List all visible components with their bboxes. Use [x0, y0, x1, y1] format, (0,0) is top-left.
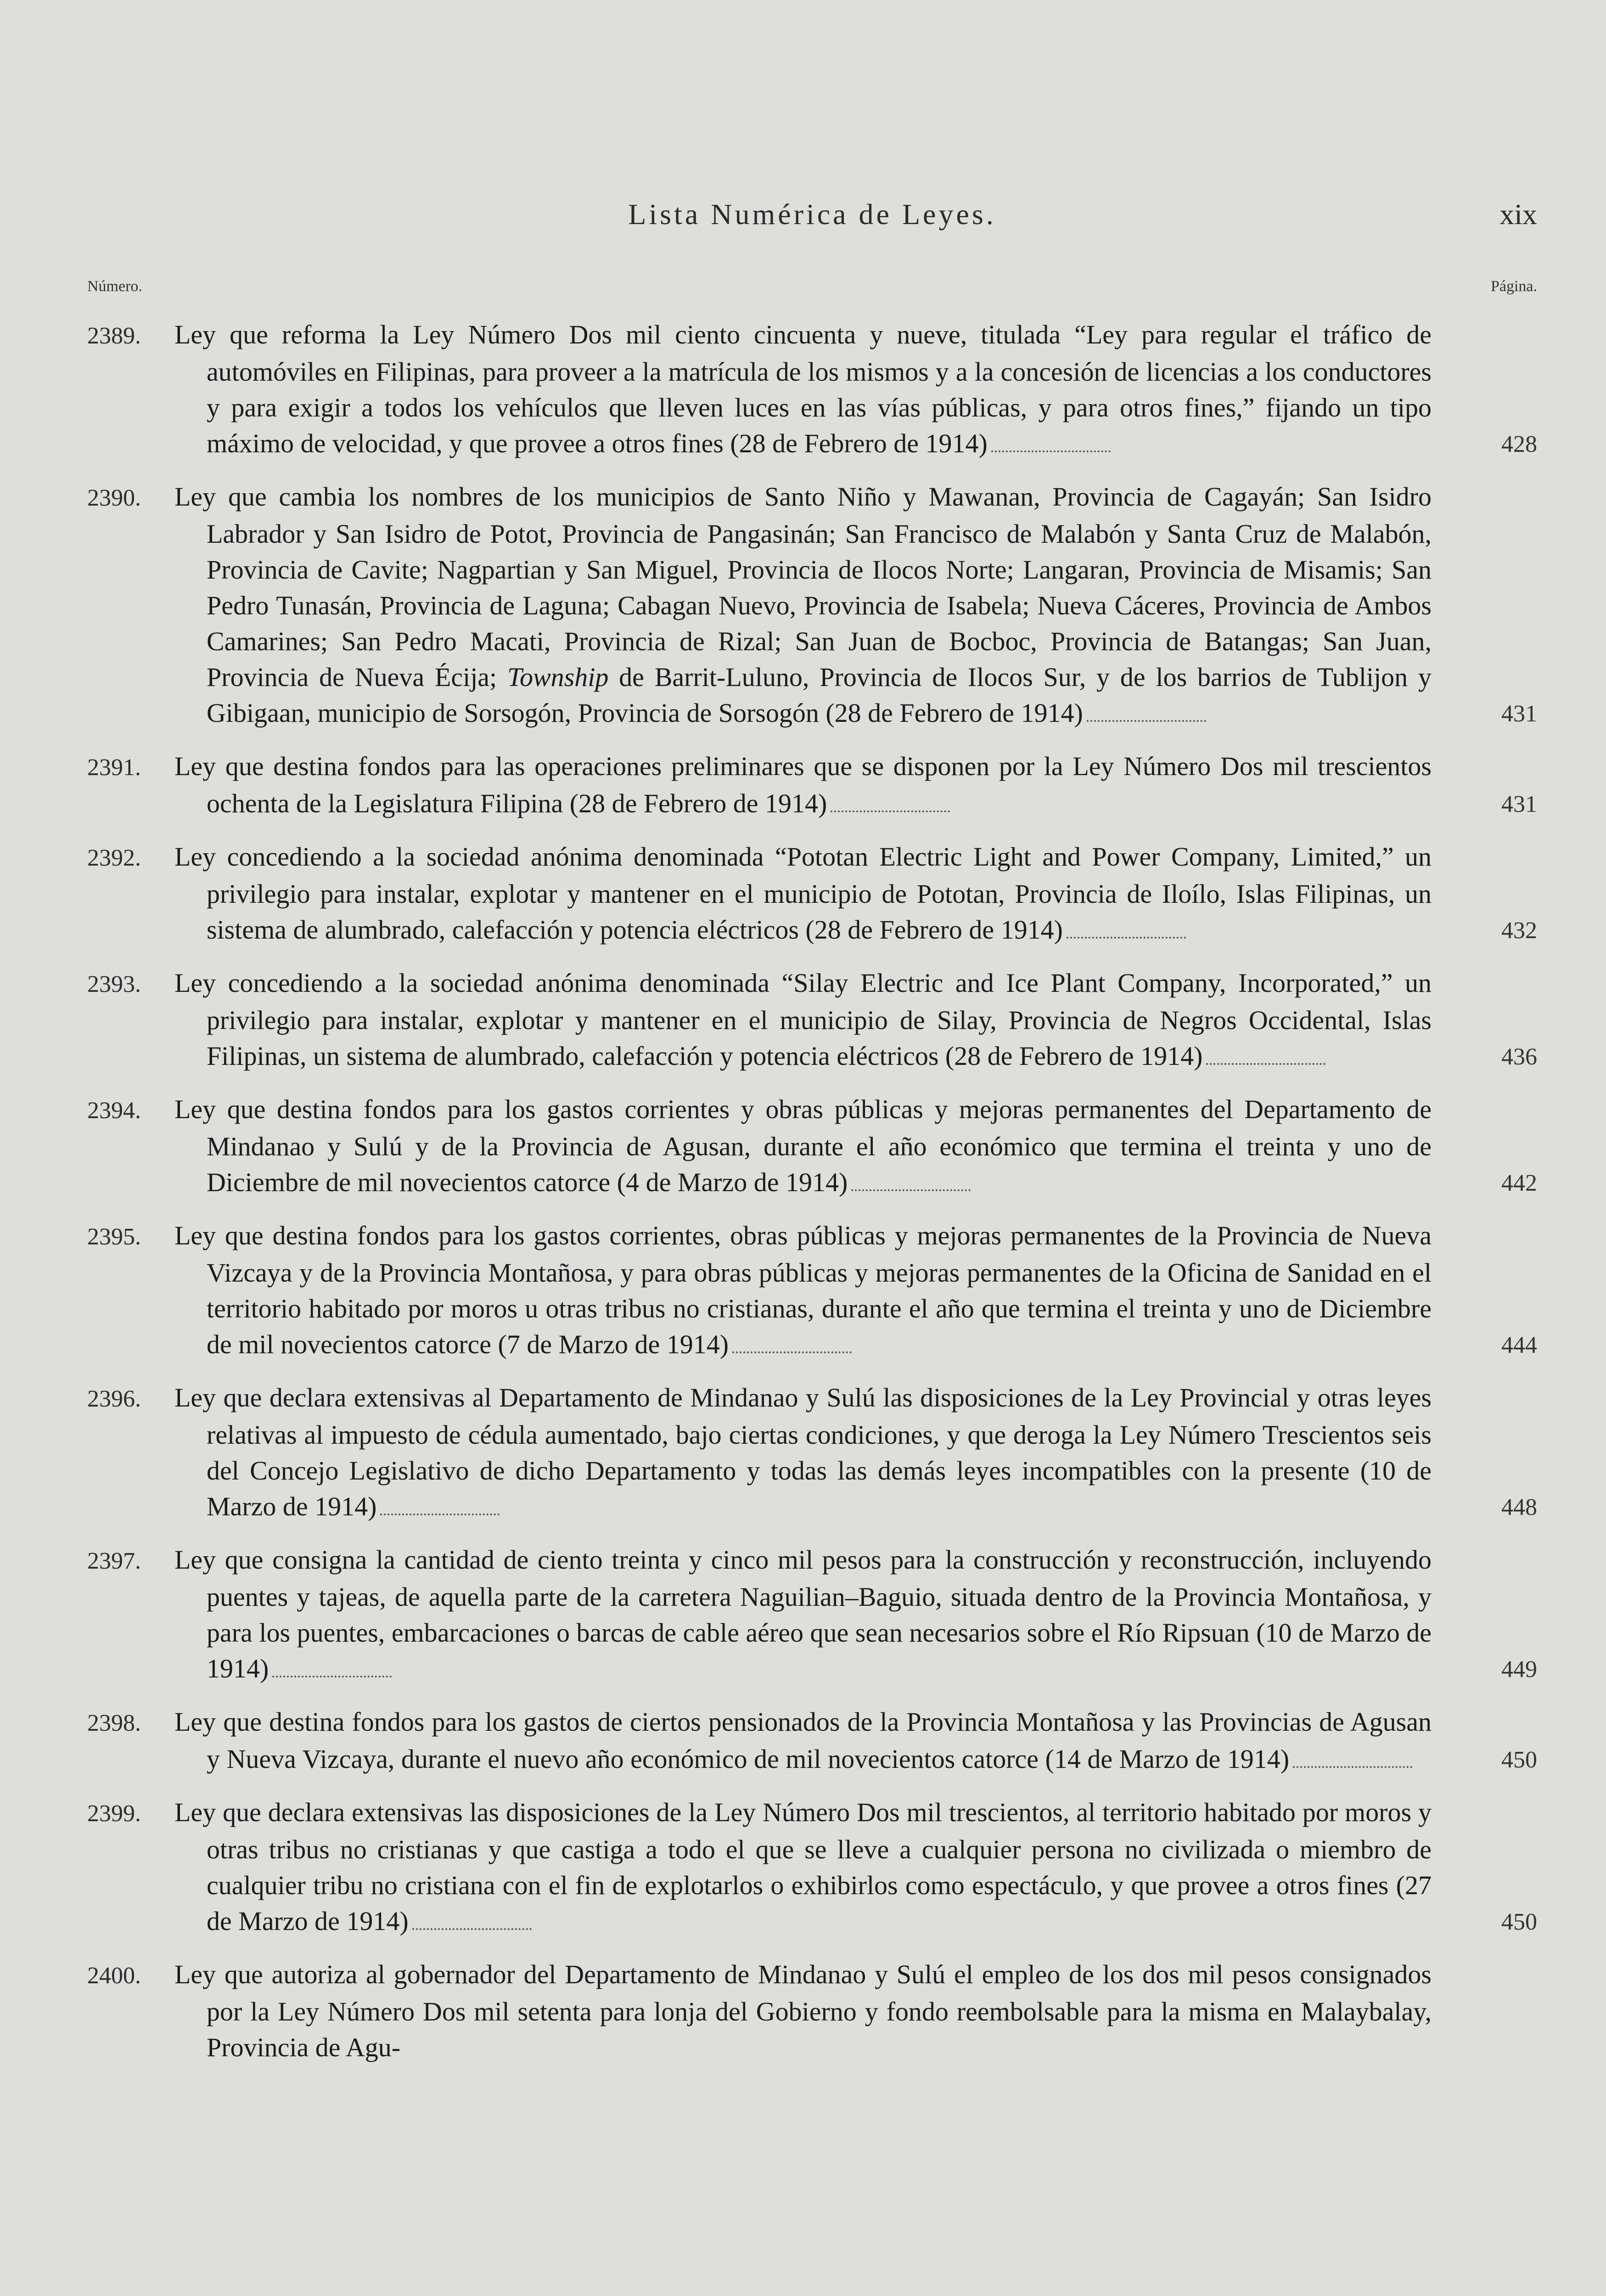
law-number: 2400.	[87, 1963, 141, 1989]
law-number: 2390.	[87, 485, 141, 511]
law-description: Ley concediendo a la sociedad anónima denominada “Silay Electric and Ice Plant Company, Incorporated,” un privilegio para instalar, explotar y mantener en el municipio de Silay, Provincia de Negros Occidental, Islas Filipinas, un sistema de alumbrado, calefacción y potencia eléctricos (28 de Febrero de 1914)	[174, 968, 1432, 1071]
law-entry	[87, 1957, 1537, 2065]
law-list	[87, 317, 1537, 2083]
law-description: Ley que consigna la cantidad de ciento treinta y cinco mil pesos para la construcción y reconstrucción, incluyendo puentes y tajeas, de aquella parte de la carretera Naguilian–Baguio, situada dentro de la Provincia Montañosa, y para los puentes, embarcaciones o barcas de cable aéreo que sean necesarios sobre el Río Ripsuan (10 de Marzo de 1914)	[174, 1545, 1432, 1683]
law-entry	[87, 1542, 1537, 1687]
law-number: 2397.	[87, 1548, 141, 1574]
law-page: 436	[1501, 1044, 1537, 1070]
dot-leader	[380, 1506, 500, 1515]
dot-leader	[272, 1668, 392, 1677]
law-description: Ley que destina fondos para los gastos corrientes y obras públicas y mejoras permanentes del Departamento de Mindanao y Sulú y de la Provincia de Agusan, durante el año económico que termina el treinta y uno de Diciembre de mil novecientos catorce (4 de Marzo de 1914)	[174, 1094, 1432, 1197]
law-number: 2391.	[87, 754, 141, 781]
law-page: 442	[1501, 1170, 1537, 1196]
law-page: 450	[1501, 1747, 1537, 1773]
law-description-continued: de Barrit-Luluno, Provincia de Ilocos Sur, y de los barrios de Tublijon y Gibigaan, municipio de Sorsogón, Provincia de Sorsogón (28 de Febrero de 1914)	[207, 662, 1432, 728]
column-heading-page: Página.	[1490, 278, 1537, 295]
law-description: Ley que destina fondos para las operaciones preliminares que se disponen por la Ley Número Dos mil trescientos ochenta de la Legislatura Filipina (28 de Febrero de 1914)	[174, 751, 1432, 818]
dot-leader	[732, 1344, 852, 1353]
dot-leader	[851, 1182, 971, 1191]
law-entry	[87, 1092, 1537, 1200]
dot-leader	[1206, 1056, 1325, 1065]
law-description: Ley que destina fondos para los gastos corrientes, obras públicas y mejoras permanentes de la Provincia de Nueva Vizcaya y de la Provincia Montañosa, y para obras públicas y mejoras permanentes de la Oficina de Sanidad en el territorio habitado por moros u otras tribus no cristianas, durante el año que termina el treinta y uno de Diciembre de mil novecientos catorce (7 de Marzo de 1914)	[174, 1221, 1432, 1359]
dot-leader	[991, 443, 1111, 452]
law-page: 449	[1501, 1656, 1537, 1683]
law-description: Ley que autoriza al gobernador del Departamento de Mindanao y Sulú el empleo de los dos mil pesos consignados por la Ley Número Dos mil setenta para lonja del Gobierno y fondo reembolsable para la misma en Malaybalay, Provincia de Agu-	[174, 1959, 1432, 2062]
law-entry	[87, 317, 1537, 461]
law-number: 2395.	[87, 1224, 141, 1250]
column-heading-number: Número.	[87, 278, 142, 295]
law-number: 2398.	[87, 1710, 141, 1736]
law-number: 2399.	[87, 1801, 141, 1827]
law-page: 450	[1501, 1909, 1537, 1935]
column-headings	[87, 278, 1537, 305]
law-entry	[87, 748, 1537, 822]
law-entry	[87, 1218, 1537, 1362]
dot-leader	[1293, 1759, 1412, 1768]
running-title: Lista Numérica de Leyes.	[628, 198, 996, 231]
law-number: 2389.	[87, 323, 141, 349]
law-entry	[87, 1795, 1537, 1939]
law-number: 2392.	[87, 845, 141, 871]
law-page: 431	[1501, 791, 1537, 817]
law-entry	[87, 1380, 1537, 1525]
law-page: 444	[1501, 1332, 1537, 1358]
law-number: 2394.	[87, 1097, 141, 1124]
law-description: Ley que declara extensivas las disposiciones de la Ley Número Dos mil trescientos, al territorio habitado por moros y otras tribus no cristianas y que castiga a todo el que se lleve a cualquier persona no civilizada o miembro de cualquier tribu no cristiana con el fin de explotarlos o exhibirlos como espectáculo, y que provee a otros fines (27 de Marzo de 1914)	[174, 1797, 1432, 1936]
law-description: Ley que destina fondos para los gastos de ciertos pensionados de la Provincia Montañosa y las Provincias de Agusan y Nueva Vizcaya, durante el nuevo año económico de mil novecientos catorce (14 de Marzo de 1914)	[174, 1707, 1432, 1774]
law-page: 428	[1501, 431, 1537, 457]
page-number: xix	[1499, 198, 1537, 231]
law-page: 432	[1501, 917, 1537, 944]
dot-leader	[1067, 929, 1186, 939]
law-description-italic: Township	[507, 662, 609, 692]
law-page: 431	[1501, 701, 1537, 727]
law-page: 448	[1501, 1494, 1537, 1520]
law-number: 2396.	[87, 1386, 141, 1412]
law-description: Ley concediendo a la sociedad anónima denominada “Pototan Electric Light and Power Company, Limited,” un privilegio para instalar, explotar y mantener en el municipio de Pototan, Provincia de Iloílo, Islas Filipinas, un sistema de alumbrado, calefacción y potencia eléctricos (28 de Febrero de 1914)	[174, 842, 1432, 945]
law-entry	[87, 839, 1537, 948]
law-entry	[87, 479, 1537, 731]
law-entry	[87, 965, 1537, 1074]
law-description: Ley que cambia los nombres de los municipios de Santo Niño y Mawanan, Provincia de Cagayán; San Isidro Labrador y San Isidro de Potot, Provincia de Pangasinán; San Francisco de Malabón y Santa Cruz de Malabón, Provincia de Cavite; Nagpartian y San Miguel, Provincia de Ilocos Norte; Langaran, Provincia de Misamis; San Pedro Tunasán, Provincia de Laguna; Cabagan Nuevo, Provincia de Isabela; Nueva Cáceres, Provincia de Ambos Camarines; San Pedro Macati, Provincia de Rizal; San Juan de Bocboc, Provincia de Batangas; San Juan, Provincia de Nueva Écija;	[174, 482, 1432, 692]
dot-leader	[412, 1921, 532, 1930]
dot-leader	[831, 803, 950, 812]
page-header	[87, 197, 1537, 253]
law-number: 2393.	[87, 971, 141, 997]
law-description: Ley que declara extensivas al Departamento de Mindanao y Sulú las disposiciones de la Ley Provincial y otras leyes relativas al impuesto de cédula aumentado, bajo ciertas condiciones, y que deroga la Ley Número Trescientos seis del Concejo Legislativo de dicho Departamento y todas las demás leyes incompatibles con la presente (10 de Marzo de 1914)	[174, 1383, 1432, 1521]
law-description: Ley que reforma la Ley Número Dos mil ciento cincuenta y nueve, titulada “Ley para regular el tráfico de automóviles en Filipinas, para proveer a la matrícula de los mismos y a la concesión de licencias a los conductores y para exigir a todos los vehículos que lleven luces en las vías públicas, y para otros fines,” fijando un tipo máximo de velocidad, y que provee a otros fines (28 de Febrero de 1914)	[174, 320, 1432, 458]
law-entry	[87, 1704, 1537, 1777]
dot-leader	[1087, 713, 1206, 722]
